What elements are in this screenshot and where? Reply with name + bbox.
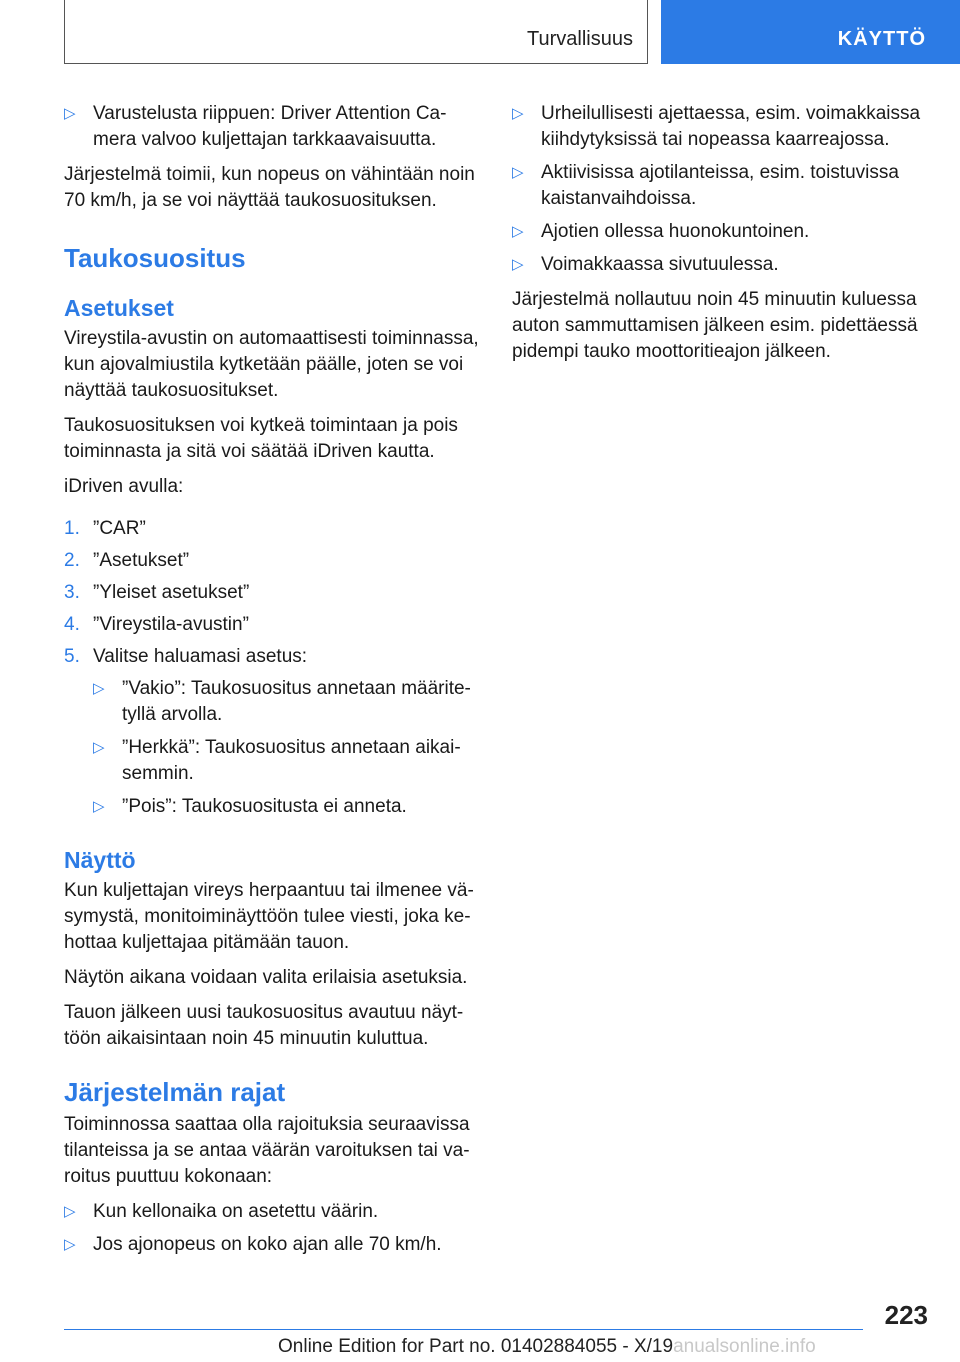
list-item: ▷ Urheilullisesti ajettaessa, esim. voimakkaissa kiihdytyksissä tai nopeassa kaarreajossa. bbox=[512, 103, 921, 150]
paragraph: Toiminnossa saattaa olla rajoituksia seuraavissa tilanteissa ja se antaa väärän varoituksen tai va-roitus puuttuu kokonaan: bbox=[64, 1114, 470, 1187]
bullet-list-situations bbox=[512, 101, 928, 278]
triangle-bullet-icon: ▷ bbox=[93, 680, 105, 697]
header-chapter-tab[interactable] bbox=[661, 0, 960, 64]
triangle-bullet-icon: ▷ bbox=[93, 739, 105, 756]
list-item: ▷ Aktiivisissa ajotilanteissa, esim. toistuvissa kaistanvaihdoissa. bbox=[512, 162, 899, 209]
triangle-bullet-icon: ▷ bbox=[93, 798, 105, 815]
heading-asetukset: Asetukset bbox=[64, 295, 174, 321]
bullet-list-intro bbox=[64, 101, 482, 153]
heading-jarjestelman-rajat: Järjestelmän rajat bbox=[64, 1077, 286, 1107]
step-item: 5. Valitse haluamasi asetus: ▷ ”Vakio”: Taukosuositus annetaan määrite-tyllä arvolla. ▷ ”Herkkä”: Taukosuositus annetaan aikai-semmin. ▷ ”Pois”: Taukosuositusta ei anneta. bbox=[64, 644, 482, 820]
page-number: 223 bbox=[884, 1300, 928, 1330]
left-column bbox=[64, 101, 482, 1267]
list-item: ▷ Ajotien ollessa huonokuntoinen. bbox=[512, 219, 928, 245]
watermark: anualsonline.info bbox=[673, 1336, 816, 1357]
paragraph: Järjestelmä toimii, kun nopeus on vähintään noin 70 km/h, ja se voi näyttää taukosuosituksen. bbox=[64, 164, 475, 211]
heading-naytto: Näyttö bbox=[64, 847, 136, 873]
paragraph: Taukosuosituksen voi kytkeä toimintaan ja pois toiminnasta ja sitä voi säätää iDriven kautta. bbox=[64, 415, 458, 462]
list-item: ▷ Kun kellonaika on asetettu väärin. bbox=[64, 1199, 482, 1225]
footer-edition: Online Edition for Part no. 01402884055 - X/19anualsonline.info bbox=[278, 1336, 816, 1357]
paragraph: iDriven avulla: bbox=[64, 476, 184, 497]
paragraph: Kun kuljettajan vireys herpaantuu tai ilmenee vä-symystä, monitoiminäyttöön tulee viesti, joka ke-hottaa kuljettajaa pitämään tauon. bbox=[64, 880, 474, 953]
triangle-bullet-icon: ▷ bbox=[512, 105, 524, 122]
bullet-list-limits bbox=[64, 1199, 482, 1258]
triangle-bullet-icon: ▷ bbox=[512, 223, 524, 240]
heading-taukosuositus: Taukosuositus bbox=[64, 243, 246, 273]
paragraph: Järjestelmä nollautuu noin 45 minuutin kuluessa auton sammuttamisen jälkeen esim. pidettäessä pidempi tauko moottoritieajon jälkeen. bbox=[512, 289, 918, 362]
step-item: 2. ”Asetukset” bbox=[64, 550, 190, 571]
steps-list bbox=[64, 516, 482, 820]
right-column bbox=[512, 101, 928, 374]
paragraph: Tauon jälkeen uusi taukosuositus avautuu näyt-töön aikaisintaan noin 45 minuutin kuluttua. bbox=[64, 1002, 464, 1049]
sub-bullet-list bbox=[93, 676, 482, 820]
triangle-bullet-icon: ▷ bbox=[64, 1203, 76, 1220]
step-item: 4. ”Vireystila-avustin” bbox=[64, 614, 249, 635]
header-section-title: Turvallisuus bbox=[527, 28, 633, 50]
header-chapter-title: KÄYTTÖ bbox=[837, 28, 926, 50]
paragraph: Vireystila-avustin on automaattisesti toiminnassa, kun ajovalmiustila kytketään päälle, joten se voi näyttää taukosuositukset. bbox=[64, 328, 479, 401]
header-section-box bbox=[64, 0, 648, 64]
triangle-bullet-icon: ▷ bbox=[64, 1236, 76, 1253]
step-item: 3. ”Yleiset asetukset” bbox=[64, 582, 250, 603]
step-item: 1. ”CAR” bbox=[64, 518, 146, 539]
paragraph: Näytön aikana voidaan valita erilaisia asetuksia. bbox=[64, 967, 468, 988]
list-item: ▷ ”Herkkä”: Taukosuositus annetaan aikai-semmin. bbox=[93, 737, 461, 784]
list-item: ▷ ”Pois”: Taukosuositusta ei anneta. bbox=[93, 794, 482, 820]
list-item: ▷ Varustelusta riippuen: Driver Attention Ca-mera valvoo kuljettajan tarkkaavaisuutta. bbox=[64, 103, 447, 150]
list-item: ▷ Jos ajonopeus on koko ajan alle 70 km/h. bbox=[64, 1232, 482, 1258]
list-item: ▷ ”Vakio”: Taukosuositus annetaan määrite-tyllä arvolla. bbox=[93, 678, 471, 725]
triangle-bullet-icon: ▷ bbox=[512, 256, 524, 273]
list-item: ▷ Voimakkaassa sivutuulessa. bbox=[512, 252, 928, 278]
triangle-bullet-icon: ▷ bbox=[64, 105, 76, 122]
footer-divider bbox=[64, 1329, 863, 1330]
triangle-bullet-icon: ▷ bbox=[512, 164, 524, 181]
